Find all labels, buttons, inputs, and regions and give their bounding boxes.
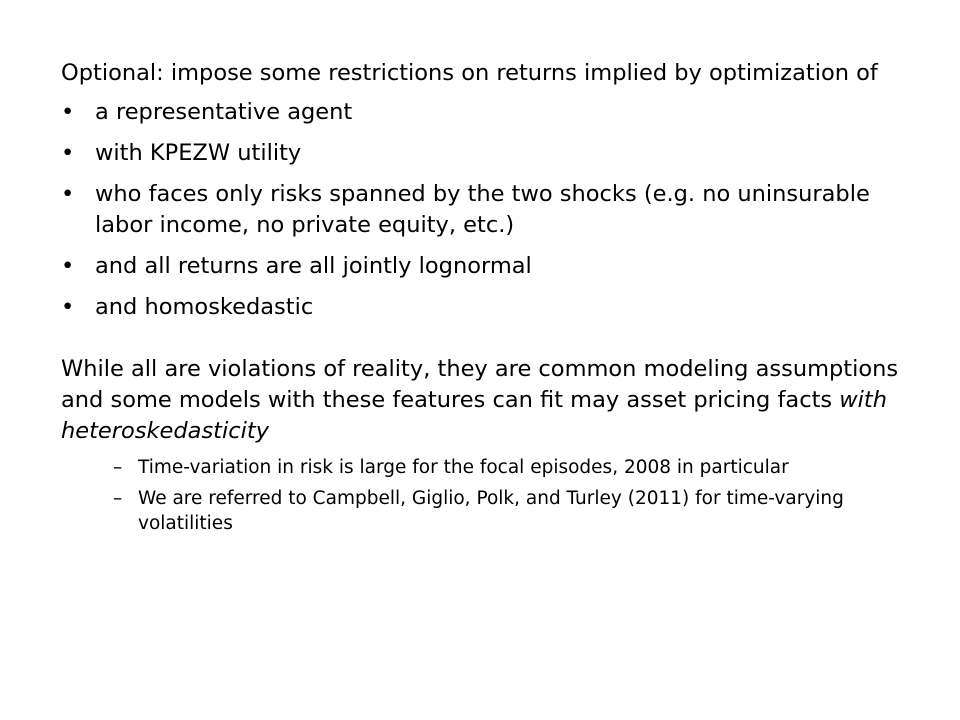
spacer: [61, 333, 921, 354]
summary-paragraph: [61, 354, 921, 447]
bullet-item: [61, 251, 921, 282]
intro-text: Optional: impose some restrictions on returns implied by optimization of: [61, 60, 878, 86]
bullet-text: a representative agent: [95, 99, 353, 125]
subpoint-item: [61, 486, 921, 536]
bullet-text: and homoskedastic: [95, 294, 314, 320]
bullet-text: who faces only risks spanned by the two shocks (e.g. no uninsurable labor income, no private equity, etc.): [95, 181, 870, 238]
subpoint-text: Time-variation in risk is large for the focal episodes, 2008 in particular: [138, 457, 789, 478]
bullet-item: [61, 138, 921, 169]
dash-icon: –: [113, 488, 123, 509]
bullet-item: [61, 97, 921, 128]
bullet-text: and all returns are all jointly lognormal: [95, 253, 532, 279]
subpoint-list: [61, 455, 921, 536]
subpoint-text: We are referred to Campbell, Giglio, Polk, and Turley (2011) for time-varying volatilities: [138, 488, 844, 534]
bullet-icon: •: [61, 140, 75, 166]
summary-text: While all are violations of reality, they are common modeling assumptions and some models with these features can fit may asset pricing facts: [61, 356, 899, 413]
bullet-item: [61, 292, 921, 323]
subpoint-item: [61, 455, 921, 480]
bullet-item: [61, 179, 921, 241]
bullet-icon: •: [61, 181, 75, 207]
dash-icon: –: [113, 457, 123, 478]
bullet-icon: •: [61, 253, 75, 279]
summary-italic: with heteroskedasticity: [61, 387, 888, 444]
bullet-icon: •: [61, 294, 75, 320]
bullet-text: with KPEZW utility: [95, 140, 302, 166]
slide-content: [61, 58, 921, 542]
bullet-list: [61, 97, 921, 323]
bullet-icon: •: [61, 99, 75, 125]
